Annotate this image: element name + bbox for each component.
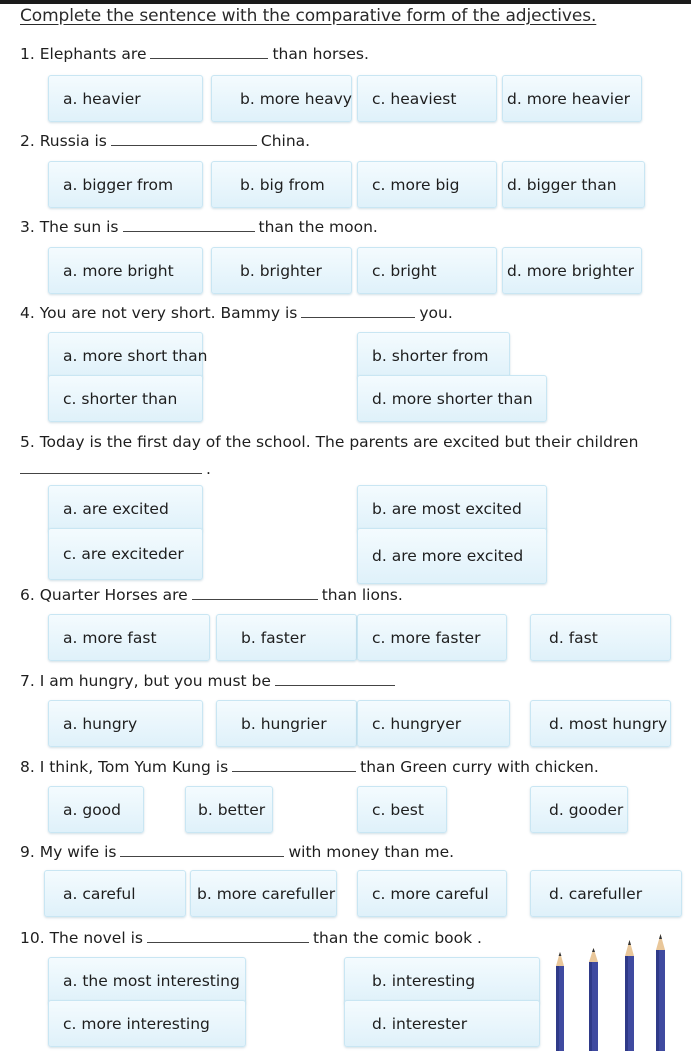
question-1: [20, 45, 369, 63]
question-suffix: than the moon.: [258, 218, 378, 236]
option-9b[interactable]: b. more carefuller: [190, 870, 337, 917]
question-suffix: with money than me.: [288, 843, 455, 861]
pencil-icon: [656, 934, 665, 1051]
option-8b[interactable]: b. better: [185, 786, 273, 833]
option-3b[interactable]: b. brighter: [211, 247, 352, 294]
question-suffix: you.: [419, 304, 453, 322]
option-8d[interactable]: d. gooder: [530, 786, 628, 833]
question-5: [20, 433, 638, 451]
option-1a[interactable]: a. heavier: [48, 75, 203, 122]
option-6c[interactable]: c. more faster: [357, 614, 507, 661]
answer-blank[interactable]: [147, 933, 309, 943]
option-7d[interactable]: d. most hungry: [530, 700, 671, 747]
answer-blank[interactable]: [123, 222, 255, 232]
question-prefix: 8. I think, Tom Yum Kung is: [20, 758, 229, 776]
option-1b[interactable]: b. more heavy: [211, 75, 352, 122]
option-5c[interactable]: c. are exciteder: [48, 528, 203, 580]
question-prefix: 1. Elephants are: [20, 45, 147, 63]
question-prefix: 9. My wife is: [20, 843, 117, 861]
option-10a[interactable]: a. the most interesting: [48, 957, 246, 1004]
question-suffix: than Green curry with chicken.: [360, 758, 599, 776]
option-2b[interactable]: b. big from: [211, 161, 352, 208]
pencil-icon: [589, 948, 598, 1051]
answer-blank[interactable]: [232, 762, 356, 772]
option-10c[interactable]: c. more interesting: [48, 1000, 246, 1047]
question-5-line2: [20, 460, 211, 478]
option-4b[interactable]: b. shorter from: [357, 332, 510, 379]
option-1d[interactable]: d. more heavier: [502, 75, 642, 122]
option-4c[interactable]: c. shorter than: [48, 375, 203, 422]
answer-blank[interactable]: [301, 308, 415, 318]
option-2c[interactable]: c. more big: [357, 161, 497, 208]
option-2d[interactable]: d. bigger than: [502, 161, 645, 208]
question-9: [20, 843, 454, 861]
option-3a[interactable]: a. more bright: [48, 247, 203, 294]
question-prefix: 7. I am hungry, but you must be: [20, 672, 271, 690]
answer-blank[interactable]: [111, 136, 257, 146]
option-5d[interactable]: d. are more excited: [357, 528, 547, 584]
option-8a[interactable]: a. good: [48, 786, 144, 833]
option-3c[interactable]: c. bright: [357, 247, 497, 294]
question-suffix: than lions.: [321, 586, 403, 604]
question-2: [20, 132, 310, 150]
option-5a[interactable]: a. are excited: [48, 485, 203, 532]
option-10b[interactable]: b. interesting: [344, 957, 540, 1004]
option-5b[interactable]: b. are most excited: [357, 485, 547, 532]
question-prefix: 4. You are not very short. Bammy is: [20, 304, 298, 322]
question-prefix: 6. Quarter Horses are: [20, 586, 188, 604]
pencils-illustration: [548, 930, 678, 1051]
option-10d[interactable]: d. interester: [344, 1000, 540, 1047]
option-3d[interactable]: d. more brighter: [502, 247, 642, 294]
answer-blank[interactable]: [20, 464, 202, 474]
option-6a[interactable]: a. more fast: [48, 614, 210, 661]
option-8c[interactable]: c. best: [357, 786, 447, 833]
question-7: [20, 672, 399, 690]
option-9a[interactable]: a. careful: [44, 870, 186, 917]
question-prefix: 10. The novel is: [20, 929, 143, 947]
option-7a[interactable]: a. hungry: [48, 700, 203, 747]
answer-blank[interactable]: [150, 49, 268, 59]
question-suffix: China.: [260, 132, 311, 150]
question-prefix: 2. Russia is: [20, 132, 107, 150]
top-border: [0, 0, 691, 4]
option-4a[interactable]: a. more short than: [48, 332, 203, 379]
option-4d[interactable]: d. more shorter than: [357, 375, 547, 422]
question-8: [20, 758, 599, 776]
pencil-icon: [556, 952, 564, 1051]
option-2a[interactable]: a. bigger from: [48, 161, 203, 208]
pencil-icon: [625, 940, 634, 1051]
option-9c[interactable]: c. more careful: [357, 870, 507, 917]
question-3: [20, 218, 378, 236]
question-4: [20, 304, 453, 322]
option-1c[interactable]: c. heaviest: [357, 75, 497, 122]
question-prefix: 5. Today is the first day of the school. The parents are excited but their children: [20, 433, 639, 451]
question-suffix: than the comic book .: [312, 929, 482, 947]
answer-blank[interactable]: [275, 676, 395, 686]
question-prefix: 3. The sun is: [20, 218, 119, 236]
answer-blank[interactable]: [192, 590, 318, 600]
answer-blank[interactable]: [120, 847, 284, 857]
question-6: [20, 586, 403, 604]
option-9d[interactable]: d. carefuller: [530, 870, 682, 917]
question-10: [20, 929, 482, 947]
option-6d[interactable]: d. fast: [530, 614, 671, 661]
option-6b[interactable]: b. faster: [216, 614, 357, 661]
option-7c[interactable]: c. hungryer: [357, 700, 510, 747]
question-suffix: than horses.: [272, 45, 369, 63]
question-suffix: .: [206, 460, 211, 478]
option-7b[interactable]: b. hungrier: [216, 700, 357, 747]
page-title: Complete the sentence with the comparative form of the adjectives.: [20, 6, 597, 26]
